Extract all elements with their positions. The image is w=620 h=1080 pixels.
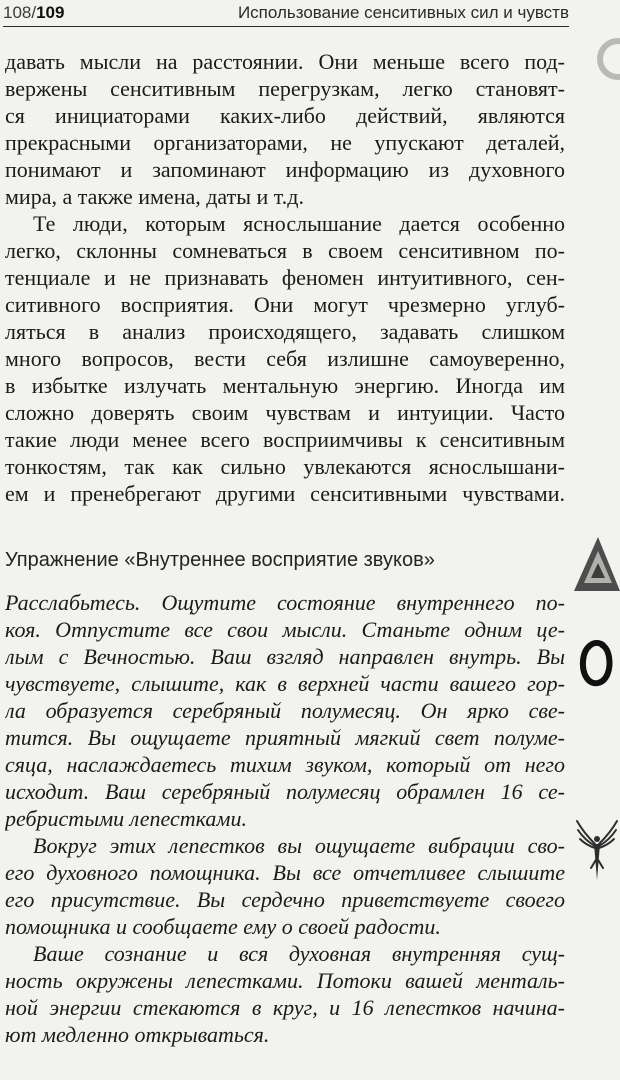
text-line: ляться в анализ происходящего, задавать слишком — [5, 319, 565, 344]
body-text — [5, 48, 565, 507]
text-line: Вокруг этих лепестков вы ощущаете вибрации сво- — [33, 833, 565, 858]
running-header — [3, 0, 569, 27]
exercise-paragraph — [5, 832, 565, 940]
text-line: в избытке излучать ментальную энергию. Иногда им — [5, 373, 565, 398]
text-line: тонкостям, так как сильно увлекаются яснослышани- — [5, 454, 565, 479]
text-line: сложно доверять своим чувствам и интуиции. Часто — [5, 400, 565, 425]
text-line: ной энергии стекаются в круг, и 16 лепестков начина- — [5, 995, 565, 1020]
text-line: его присутствие. Вы сердечно приветствуете своего — [5, 887, 565, 912]
text-line: много вопросов, вести себя излишне самоуверенно, — [5, 346, 565, 371]
text-line: легко, склонны сомневаться в своем сенситивном по- — [5, 238, 565, 263]
page-numbers — [3, 2, 64, 24]
text-line: исходит. Ваш серебряный полумесяц обрамлен 16 се- — [5, 779, 565, 804]
text-line: ла образуется серебряный полумесяц. Он ярко све- — [5, 698, 565, 723]
running-title: Использование сенситивных сил и чувств — [237, 3, 569, 22]
text-line: вержены сенситивным перегрузкам, легко становят- — [5, 76, 565, 101]
exercise-paragraph — [5, 940, 565, 1048]
text-line: лым с Вечностью. Ваш взгляд направлен внутрь. Вы — [5, 644, 565, 669]
exercise-text — [5, 589, 565, 1048]
brush-circle-icon — [576, 637, 616, 689]
text-line: ся инициаторами каких-либо действий, являются — [5, 103, 565, 128]
page-number-right: 109 — [36, 3, 65, 22]
page-number-left: 108/ — [3, 3, 37, 22]
text-line: коя. Отпустите все свои мысли. Станьте одним це- — [5, 617, 565, 642]
text-line: прекрасными организаторами, не упускают деталей, — [5, 130, 565, 155]
exercise-paragraph — [5, 589, 565, 832]
text-line: такие люди менее всего восприимчивы к сенситивным — [5, 427, 565, 452]
text-line: тится. Вы ощущаете приятный мягкий свет полуме- — [5, 725, 565, 750]
text-line: его духовного помощника. Вы все отчетливее слышите — [5, 860, 565, 885]
triangle-icon — [573, 536, 620, 593]
text-line: сяца, наслаждаетесь тихим звуком, который от него — [5, 752, 565, 777]
ring-icon — [594, 34, 620, 84]
text-line: ют медленно открываться. — [5, 1022, 270, 1047]
text-line: Те люди, которым яснослышание дается особенно — [33, 211, 565, 236]
text-line: Расслабьтесь. Ощутите состояние внутреннего по- — [5, 590, 565, 615]
body-paragraph — [5, 48, 565, 210]
text-line: понимают и запоминают информацию из духовного — [5, 157, 565, 182]
angel-icon — [574, 818, 620, 884]
text-line: ность окружены лепестками. Потоки вашей менталь- — [5, 968, 565, 993]
text-line: ситивного восприятия. Они могут чрезмерно углуб- — [5, 292, 565, 317]
text-line: помощника и сообщаете ему о своей радости. — [5, 914, 441, 939]
body-paragraph — [5, 210, 565, 507]
text-line: ребристыми лепестками. — [5, 806, 247, 831]
text-line: тенциале и не признавать феномен интуитивного, сен- — [5, 265, 565, 290]
text-line: давать мысли на расстоянии. Они меньше всего под- — [5, 49, 565, 74]
text-line: Ваше сознание и вся духовная внутренняя сущ- — [33, 941, 565, 966]
exercise-heading: Упражнение «Внутреннее восприятие звуков» — [5, 549, 435, 571]
text-line: мира, а также имена, даты и т.д. — [5, 184, 304, 209]
text-line: ем и пренебрегают другими сенситивными чувствами. — [5, 481, 565, 506]
text-line: чувствуете, слышите, как в верхней части вашего гор- — [5, 671, 565, 696]
